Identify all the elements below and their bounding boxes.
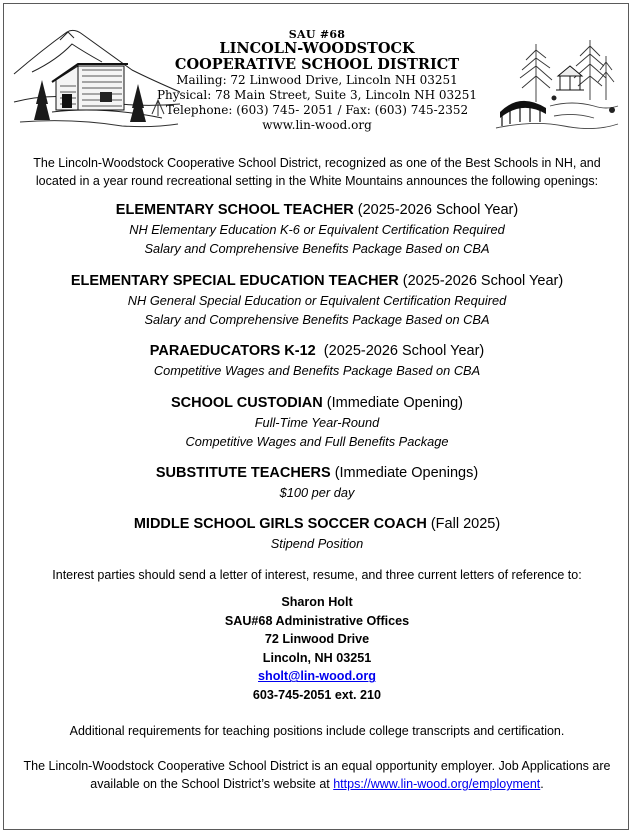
job-title: SUBSTITUTE TEACHERS xyxy=(155,465,331,481)
contact-email-link[interactable]: sholt@lin-wood.org xyxy=(258,669,376,684)
job-heading xyxy=(0,201,634,220)
job-detail: NH General Special Education or Equivalent Certification Required xyxy=(127,293,507,308)
additional-requirements: Additional requirements for teaching positions include college transcripts and certification. xyxy=(69,724,565,738)
contact-block xyxy=(0,593,634,705)
district-name-line2: COOPERATIVE SCHOOL DISTRICT xyxy=(174,56,460,73)
job-term: (2025-2026 School Year) xyxy=(323,343,485,359)
job-heading xyxy=(0,342,634,361)
job-detail: Stipend Position xyxy=(270,536,364,551)
job-title: SCHOOL CUSTODIAN xyxy=(171,395,323,411)
footer-period: . xyxy=(540,777,544,791)
equal-opportunity-footer xyxy=(0,757,634,793)
job-title: MIDDLE SCHOOL GIRLS SOCCER COACH xyxy=(133,516,427,532)
job-title: ELEMENTARY SCHOOL TEACHER xyxy=(115,202,354,218)
job-detail: Competitive Wages and Benefits Package Based on CBA xyxy=(153,363,481,378)
contact-city: Lincoln, NH 03251 xyxy=(262,650,372,665)
job-detail: $100 per day xyxy=(279,485,355,500)
mailing-address: Mailing: 72 Linwood Drive, Lincoln NH 03251 xyxy=(176,73,458,87)
job-detail: Salary and Comprehensive Benefits Package Based on CBA xyxy=(144,241,490,256)
job-heading xyxy=(0,394,634,413)
job-elementary-teacher xyxy=(0,201,634,258)
job-detail: Full-Time Year-Round xyxy=(254,415,380,430)
district-letterhead xyxy=(0,28,634,133)
intro-line: located in a year round recreational setting in the White Mountains announces the following openings: xyxy=(35,174,599,188)
website: www.lin-wood.org xyxy=(262,118,372,132)
job-detail: NH Elementary Education K-6 or Equivalent Certification Required xyxy=(129,222,505,237)
job-heading xyxy=(0,515,634,534)
job-term: (Fall 2025) xyxy=(430,516,501,532)
application-instructions: Interest parties should send a letter of interest, resume, and three current letters of reference to: xyxy=(52,568,582,582)
footer-line xyxy=(0,775,634,793)
physical-address: Physical: 78 Main Street, Suite 3, Lincoln NH 03251 xyxy=(156,88,478,102)
telephone-fax: Telephone: (603) 745- 2051 / Fax: (603) 745-2352 xyxy=(165,103,469,117)
sau-number: SAU #68 xyxy=(288,28,346,41)
job-substitute-teachers xyxy=(0,464,634,502)
contact-office: SAU#68 Administrative Offices xyxy=(224,613,410,628)
contact-phone: 603-745-2051 ext. 210 xyxy=(252,687,382,702)
job-detail: Salary and Comprehensive Benefits Package Based on CBA xyxy=(144,312,490,327)
employment-link[interactable]: https://www.lin-wood.org/employment xyxy=(333,777,541,791)
job-heading xyxy=(0,464,634,483)
job-term: (Immediate Openings) xyxy=(334,465,479,481)
job-school-custodian xyxy=(0,394,634,451)
job-term: (Immediate Opening) xyxy=(326,395,463,411)
job-soccer-coach xyxy=(0,515,634,553)
footer-text: available on the School District’s website at xyxy=(90,777,334,791)
district-name-line1: LINCOLN-WOODSTOCK xyxy=(219,40,415,57)
intro-line: The Lincoln-Woodstock Cooperative School District, recognized as one of the Best Schools in NH, and xyxy=(33,156,601,170)
job-paraeducators xyxy=(0,342,634,380)
job-heading xyxy=(0,272,634,291)
contact-street: 72 Linwood Drive xyxy=(264,632,370,647)
job-term: (2025-2026 School Year) xyxy=(402,273,564,289)
job-title: PARAEDUCATORS K-12 xyxy=(149,343,316,359)
job-term: (2025-2026 School Year) xyxy=(357,202,519,218)
job-detail: Competitive Wages and Full Benefits Package xyxy=(185,434,449,449)
footer-line: The Lincoln-Woodstock Cooperative School District is an equal opportunity employer. Job Applications are xyxy=(23,759,611,773)
job-title: ELEMENTARY SPECIAL EDUCATION TEACHER xyxy=(70,273,399,289)
job-special-education-teacher xyxy=(0,272,634,329)
contact-name: Sharon Holt xyxy=(281,595,353,609)
intro-paragraph xyxy=(0,154,634,190)
